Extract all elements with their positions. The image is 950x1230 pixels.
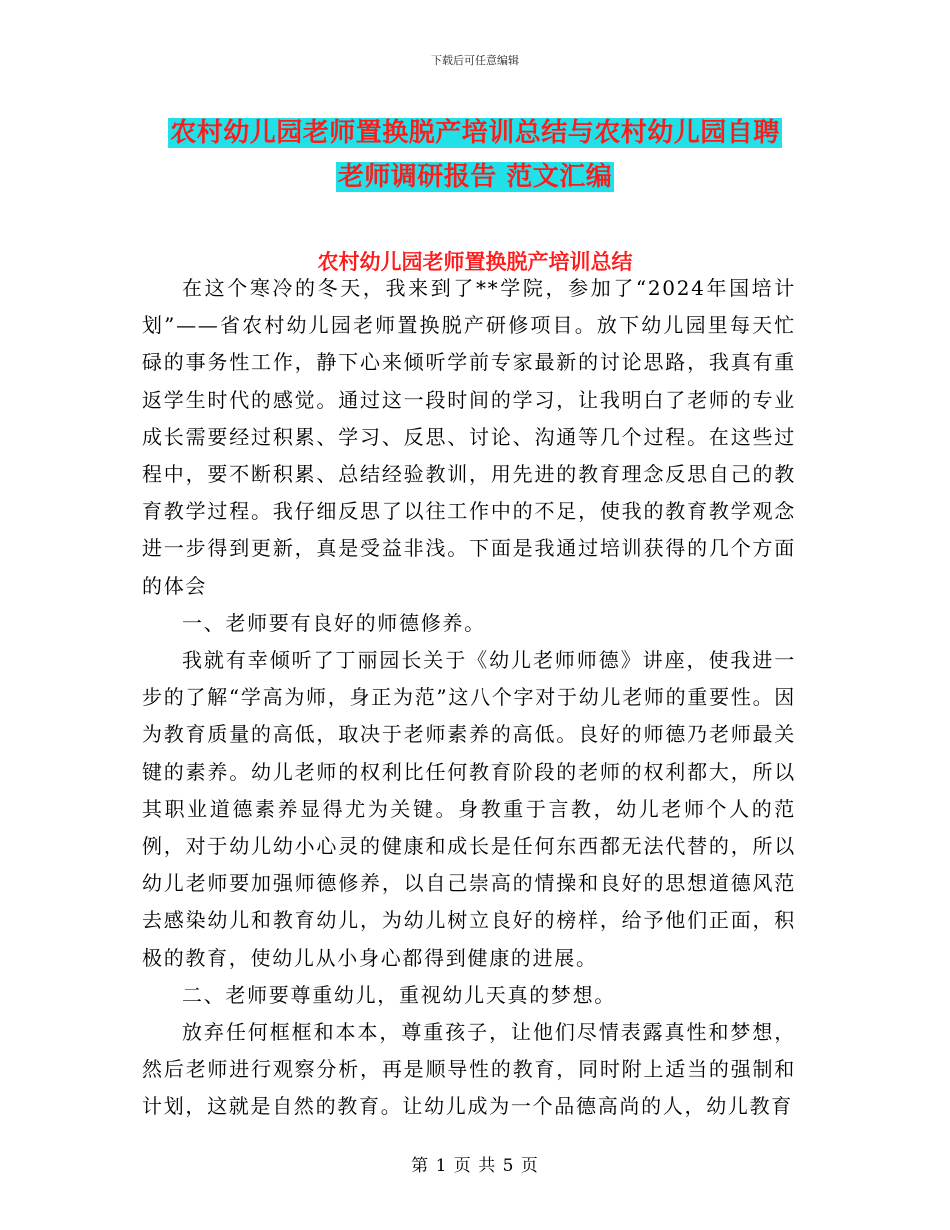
paragraph: 在这个寒冷的冬天，我来到了**学院，参加了“2024年国培计划”——省农村幼儿园老师置换脱产研修项目。放下幼儿园里每天忙碌的事务性工作，静下心来倾听学前专家最新的讨论思路，我真有重返学生时代的感觉。通过这一段时间的学习，让我明白了老师的专业成长需要经过积累、学习、反思、讨论、沟通等几个过程。在这些过程中，要不断积累、总结经验教训，用先进的教育理念反思自己的教育教学过程。我仔细反思了以往工作中的不足，使我的教育教学观念进一步得到更新，真是受益非浅。下面是我通过培训获得的几个方面的体会: [142, 276, 796, 598]
page-footer: 第 1 页 共 5 页: [411, 1156, 539, 1176]
document-title-line-1: 农村幼儿园老师置换脱产培训总结与农村幼儿园自聘: [170, 118, 780, 148]
document-title: [140, 111, 810, 199]
document-title-line-2: 老师调研报告 范文汇编: [337, 162, 613, 192]
paragraph: 放弃任何框框和本本，尊重孩子，让他们尽情表露真性和梦想，然后老师进行观察分析，再是顺导性的教育，同时附上适当的强制和计划，这就是自然的教育。让幼儿成为一个品德高尚的人，幼儿教育: [142, 1020, 796, 1119]
document-body: [142, 270, 796, 1126]
section-title: 农村幼儿园老师置换脱产培训总结: [317, 249, 633, 274]
page-header: 下载后可任意编辑: [431, 54, 519, 67]
paragraph-heading: 二、老师要尊重幼儿，重视幼儿天真的梦想。: [182, 982, 616, 1007]
paragraph-heading: 一、老师要有良好的师德修养。: [182, 610, 486, 635]
paragraph: 我就有幸倾听了丁丽园长关于《幼儿老师师德》讲座，使我进一步的了解“学高为师，身正为范”这八个字对于幼儿老师的重要性。因为教育质量的高低，取决于老师素养的高低。良好的师德乃老师最关键的素养。幼儿老师的权利比任何教育阶段的老师的权利都大，所以其职业道德素养显得尤为关键。身教重于言教，幼儿老师个人的范例，对于幼儿幼小心灵的健康和成长是任何东西都无法代替的，所以幼儿老师要加强师德修养，以自己崇高的情操和良好的思想道德风范去感染幼儿和教育幼儿，为幼儿树立良好的榜样，给予他们正面，积极的教育，使幼儿从小身心都得到健康的进展。: [142, 648, 796, 970]
